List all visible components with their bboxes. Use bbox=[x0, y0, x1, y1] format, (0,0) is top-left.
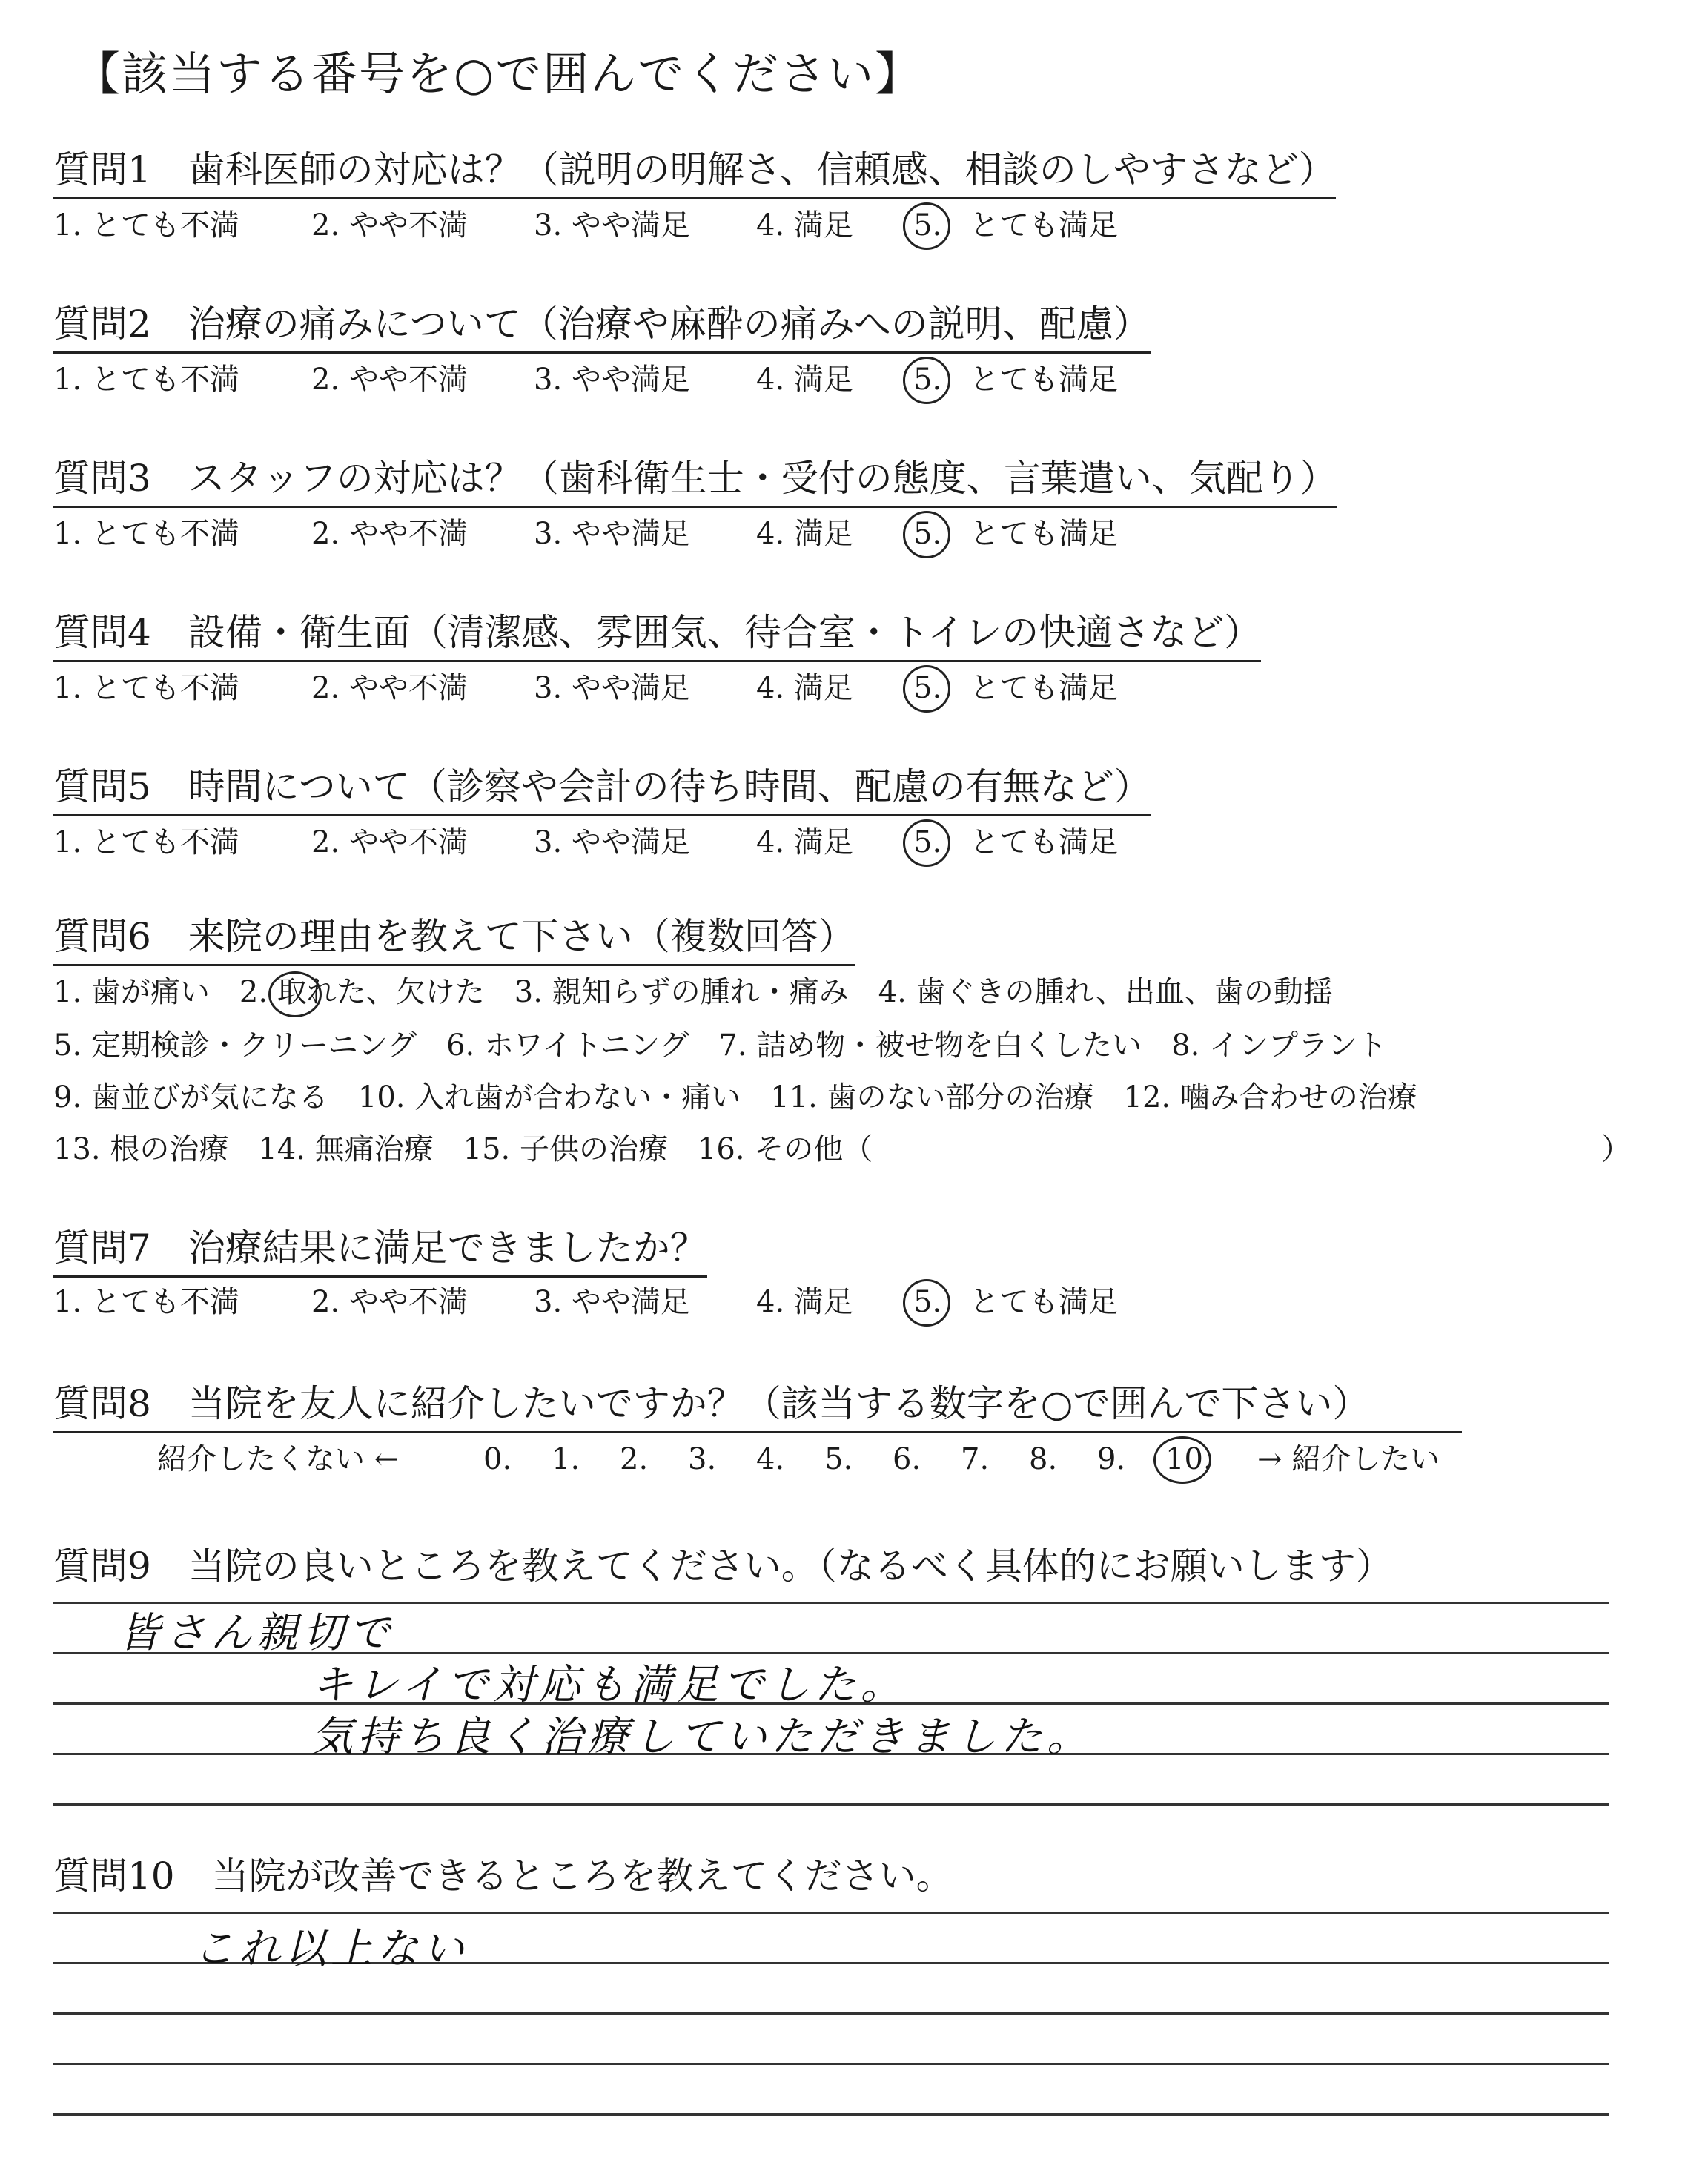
q10-line-4 bbox=[53, 2063, 1609, 2065]
q7-opt-5-label: とても満足 bbox=[970, 1285, 1118, 1319]
q3-opt-3[interactable]: 3. やや満足 bbox=[534, 517, 690, 551]
q4-opt-5-label: とても満足 bbox=[970, 671, 1118, 705]
q8-number-8[interactable]: 8. bbox=[1029, 1442, 1058, 1476]
q5-heading: 質問5 時間について（診察や会計の待ち時間、配慮の有無など） bbox=[53, 764, 1151, 816]
q5-opt-5[interactable]: 5. bbox=[913, 825, 942, 859]
q4-opt-2[interactable]: 2. やや不満 bbox=[311, 671, 468, 705]
q8-number-9[interactable]: 9. bbox=[1097, 1442, 1126, 1476]
page-title: 【該当する番号を○で囲んでください】 bbox=[74, 47, 923, 101]
q8-number-1[interactable]: 1. bbox=[552, 1442, 580, 1476]
q4-opt-5[interactable]: 5. bbox=[913, 671, 942, 705]
q5-opt-5-label: とても満足 bbox=[970, 825, 1118, 859]
q5-opt-4[interactable]: 4. 満足 bbox=[756, 825, 853, 859]
q6-line-1: 1. 歯が痛い 2. 取れた、欠けた 3. 親知らずの腫れ・痛み 4. 歯ぐきの腫れ、出血、歯の動揺 bbox=[53, 975, 1333, 1009]
q8-number-2[interactable]: 2. bbox=[620, 1442, 649, 1476]
q6-line-2: 5. 定期検診・クリーニング 6. ホワイトニング 7. 詰め物・被せ物を白くしたい 8. インプラント bbox=[53, 1028, 1388, 1063]
q2-heading: 質問2 治療の痛みについて（治療や麻酔の痛みへの説明、配慮） bbox=[53, 301, 1151, 354]
q8-number-5[interactable]: 5. bbox=[824, 1442, 853, 1476]
q4-selection-circle bbox=[903, 665, 950, 713]
q8-number-4[interactable]: 4. bbox=[756, 1442, 785, 1476]
q2-opt-5[interactable]: 5. bbox=[913, 363, 942, 397]
q8-number-3[interactable]: 3. bbox=[688, 1442, 717, 1476]
q4-opt-4[interactable]: 4. 満足 bbox=[756, 671, 853, 705]
q5-selection-circle bbox=[903, 819, 950, 867]
q1-opt-1[interactable]: 1. とても不満 bbox=[53, 208, 239, 242]
q3-opt-5-label: とても満足 bbox=[970, 517, 1118, 551]
q10-heading: 質問10 当院が改善できるところを教えてください。 bbox=[53, 1855, 953, 1898]
q1-opt-3[interactable]: 3. やや満足 bbox=[534, 208, 690, 242]
q1-selection-circle bbox=[903, 202, 950, 250]
q2-opt-4[interactable]: 4. 満足 bbox=[756, 363, 853, 397]
q9-heading: 質問9 当院の良いところを教えてください。（なるべく具体的にお願いします） bbox=[53, 1545, 1393, 1588]
q7-opt-2[interactable]: 2. やや不満 bbox=[311, 1285, 468, 1319]
q4-opt-1[interactable]: 1. とても不満 bbox=[53, 671, 239, 705]
q6-line-3: 9. 歯並びが気になる 10. 入れ歯が合わない・痛い 11. 歯のない部分の治療 12. 噛み合わせの治療 bbox=[53, 1080, 1417, 1114]
q7-heading: 質問7 治療結果に満足できましたか？ bbox=[53, 1225, 707, 1278]
q8-number-6[interactable]: 6. bbox=[893, 1442, 921, 1476]
q8-number-7[interactable]: 7. bbox=[961, 1442, 990, 1476]
q2-opt-2[interactable]: 2. やや不満 bbox=[311, 363, 468, 397]
q2-opt-3[interactable]: 3. やや満足 bbox=[534, 363, 690, 397]
q9-line-5 bbox=[53, 1803, 1609, 1806]
q8-selection-circle bbox=[1153, 1436, 1211, 1484]
q3-selection-circle bbox=[903, 511, 950, 558]
q8-right-label: → 紹介したい bbox=[1257, 1442, 1440, 1476]
q3-opt-1[interactable]: 1. とても不満 bbox=[53, 517, 239, 551]
q9-answer-2: キレイで対応も満足でした。 bbox=[311, 1661, 907, 1709]
q7-opt-4[interactable]: 4. 満足 bbox=[756, 1285, 853, 1319]
q1-opt-4[interactable]: 4. 満足 bbox=[756, 208, 853, 242]
q7-opt-1[interactable]: 1. とても不満 bbox=[53, 1285, 239, 1319]
q10-line-5 bbox=[53, 2113, 1609, 2116]
q6-selection-circle[interactable] bbox=[268, 971, 322, 1017]
q8-number-10[interactable]: 10. bbox=[1165, 1442, 1213, 1476]
q3-opt-4[interactable]: 4. 満足 bbox=[756, 517, 853, 551]
q7-opt-5[interactable]: 5. bbox=[913, 1285, 942, 1319]
q5-opt-2[interactable]: 2. やや不満 bbox=[311, 825, 468, 859]
q10-line-3 bbox=[53, 2012, 1609, 2015]
q9-answer-1: 皆さん親切で bbox=[119, 1609, 394, 1657]
q8-left-label: 紹介したくない ← bbox=[157, 1442, 400, 1476]
q10-line-1 bbox=[53, 1912, 1609, 1914]
q5-opt-1[interactable]: 1. とても不満 bbox=[53, 825, 239, 859]
q3-opt-5[interactable]: 5. bbox=[913, 517, 942, 551]
q1-heading: 質問1 歯科医師の対応は？（説明の明解さ、信頼感、相談のしやすさなど） bbox=[53, 147, 1336, 199]
q1-opt-5[interactable]: 5. bbox=[913, 208, 942, 242]
q5-opt-3[interactable]: 3. やや満足 bbox=[534, 825, 690, 859]
q9-answer-3: 気持ち良く治療していただきました。 bbox=[311, 1713, 1093, 1761]
q2-opt-5-label: とても満足 bbox=[970, 363, 1118, 397]
q2-opt-1[interactable]: 1. とても不満 bbox=[53, 363, 239, 397]
q7-selection-circle bbox=[903, 1279, 950, 1327]
q3-heading: 質問3 スタッフの対応は？（歯科衛生士・受付の態度、言葉遣い、気配り） bbox=[53, 455, 1337, 508]
q8-number-0[interactable]: 0. bbox=[483, 1442, 512, 1476]
q10-answer-1: これ以上ない bbox=[193, 1925, 469, 1973]
q6-close-paren: ） bbox=[1601, 1132, 1631, 1166]
q6-heading: 質問6 来院の理由を教えて下さい（複数回答） bbox=[53, 914, 855, 966]
q4-heading: 質問4 設備・衛生面（清潔感、雰囲気、待合室・トイレの快適さなど） bbox=[53, 610, 1261, 662]
q1-opt-2[interactable]: 2. やや不満 bbox=[311, 208, 468, 242]
q6-line-4: 13. 根の治療 14. 無痛治療 15. 子供の治療 16. その他（ bbox=[53, 1132, 873, 1166]
q1-opt-5-label: とても満足 bbox=[970, 208, 1118, 242]
q3-opt-2[interactable]: 2. やや不満 bbox=[311, 517, 468, 551]
q2-selection-circle bbox=[903, 357, 950, 404]
q8-heading: 質問8 当院を友人に紹介したいですか？（該当する数字を○で囲んで下さい） bbox=[53, 1381, 1462, 1433]
q7-opt-3[interactable]: 3. やや満足 bbox=[534, 1285, 690, 1319]
q4-opt-3[interactable]: 3. やや満足 bbox=[534, 671, 690, 705]
